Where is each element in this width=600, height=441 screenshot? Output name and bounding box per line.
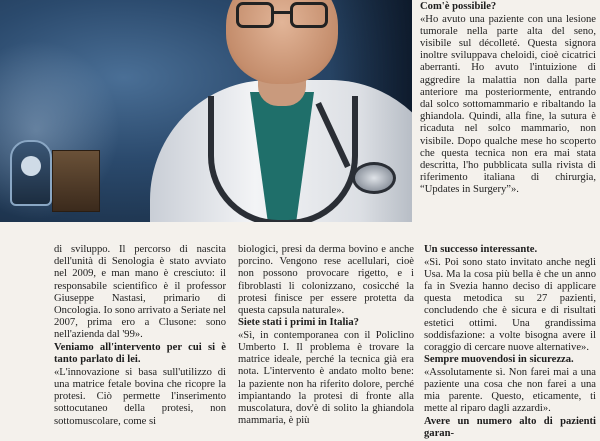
- glasses: [236, 2, 328, 30]
- question-heading: Avere un numero alto di pazienti garan-: [424, 415, 596, 440]
- desk-clock: [10, 140, 52, 206]
- question-heading: Sempre muovendosi in sicurezza.: [424, 354, 574, 366]
- column-right-bottom: [424, 244, 596, 441]
- question-heading: Com'è possibile?: [420, 1, 497, 12]
- column-left: [54, 244, 226, 428]
- column-right-top: [420, 0, 596, 197]
- paragraph: «Assolutamente sì. Non farei mai a una paziente una cosa che non farei a una mia parente. Questo, eticamente, ti mette al riparo dagli azzardi».: [424, 366, 596, 415]
- desk-box: [52, 150, 100, 212]
- paragraph: biologici, presi da derma bovino e anche porcino. Vengono rese acellulari, cioè non possono provocare rigetto, e i fibroblasti li colonizzano, cosicché la protesi finisce per essere protetta da questa capsula naturale».: [238, 244, 414, 317]
- question-heading: Siete stati i primi in Italia?: [238, 317, 359, 329]
- paragraph: «Sì, in contemporanea con il Policlino Umberto I. Il problema è trovare la matrice ideale, perché la tecnica già era nota. L'intervento è andato molto bene: la paziente non ha riferito dolore, perché impiantando la protesi di fronte alla muscolatura, dov'è di solito la ghiandola mammaria, è più: [238, 329, 414, 427]
- paragraph: «L'innovazione si basa sull'utilizzo di una matrice fetale bovina che ricopre la protesi. Ciò permette l'inserimento sottocutaneo della protesi, non sottomuscolare, come si: [54, 366, 226, 427]
- question-heading: Veniamo all'intervento per cui si è tanto parlato di lei.: [54, 341, 226, 366]
- question-heading: Un successo interessante.: [424, 244, 538, 255]
- doctor-portrait-photo: [0, 0, 412, 222]
- paragraph: «Sì. Poi sono stato invitato anche negli Usa. Ma la cosa più bella è che un anno fa in Svezia hanno deciso di applicare questa metodica su 27 pazienti, concludendo che è sicura e di risultati estetici ottimi. Una grandissima soddisfazione: a volte bisogna avere il coraggio di cercare nuove alternative».: [424, 256, 596, 354]
- stethoscope-chestpiece: [352, 162, 396, 194]
- answer-paragraph: «Ho avuto una paziente con una lesione tumorale nella parte alta del seno, visibile sul décolleté. Questa signora inoltre sviluppava cheloidi, cioè cicatrici aberranti. Ho avuto l'intuizione di aggredire la malattia non dalla parte anteriore ma posteriormente, entrando dal solco sottomammario e ribaltando la ghiandola. Quindi, alla fine, la sutura è ricaduta nel solco mammario, non visibile. Dopo qualche mese ho scoperto che questa tecnica non era mai stata descritta, l'ho pubblicata sulla rivista di riferimento italiana di chirurgia, “Updates in Surgery”».: [420, 13, 596, 196]
- stethoscope-icon: [208, 96, 358, 222]
- paragraph: di sviluppo. Il percorso di nascita dell'unità di Senologia è stato avviato nel 2009, e man mano è cresciuto: il responsabile scientifico è il professor Giuseppe Nastasi, primario di Oncologia. Io sono arrivato a Seriate nel 2007, prima ero a Clusone: sono nell'azienda dal '99».: [54, 244, 226, 341]
